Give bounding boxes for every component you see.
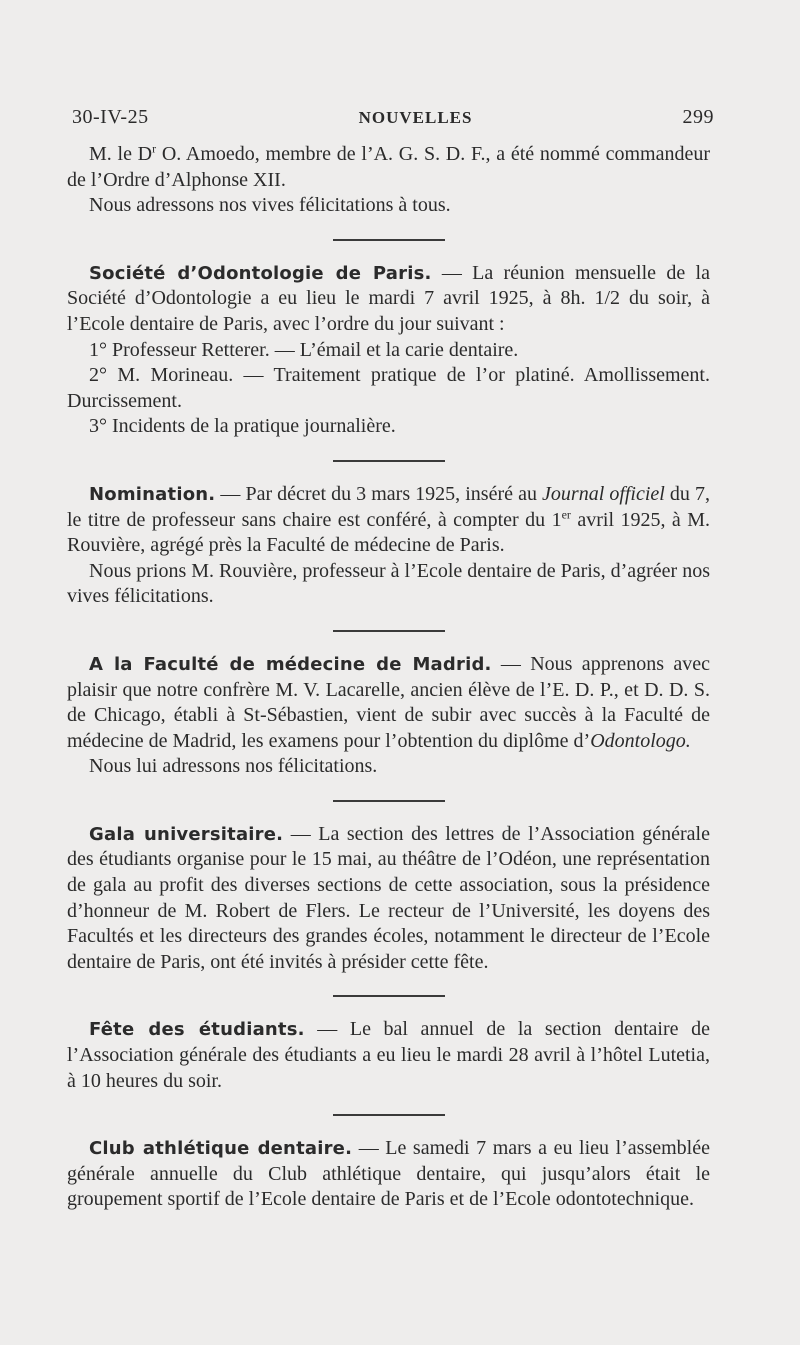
agenda-item-3: 3° Incidents de la pratique journalière. [89,415,396,438]
intro-superscript: r [152,141,157,156]
header-date: 30-IV-25 [72,106,149,128]
agenda-item-1: 1° Professeur Retterer. — L’émail et la carie dentaire. [89,338,519,361]
section-divider [333,460,445,462]
madrid-heading: A la Faculté de médecine de Madrid. [89,653,492,675]
nomination-paragraph [67,482,710,559]
intro-paragraph [67,142,710,193]
nomination-superscript: er [561,506,571,521]
section-divider [333,995,445,997]
madrid-text: — Nous apprenons avec plaisir que notre confrère M. V. Lacarelle, ancien élève de l’E. D. P., et D. D. S. de Chicago, établi à St-Sébastien, vient de subir avec succès à la Faculté de médecine de Madrid, les examens pour l’obtention du diplôme d’ [67,652,710,752]
diploma-name: Odontologo. [590,729,691,752]
nomination-text-c: avril 1925, à M. Rouvière, agrégé près la Faculté de médecine de Paris. [67,508,710,557]
article-body [67,142,710,1213]
club-text: — Le samedi 7 mars a eu lieu l’assemblée générale annuelle du Club athlétique dentaire, qui jusqu’alors était le groupement sportif de l’Ecole dentaire de Paris et de l’Ecole odontotechnique. [67,1137,710,1211]
nomination-text-b: du 7, le titre de professeur sans chaire est conféré, à compter du 1 [67,482,710,531]
nomination-congrats: Nous prions M. Rouvière, professeur à l’Ecole dentaire de Paris, d’agréer nos vives félicitations. [67,559,710,608]
madrid-congrats: Nous lui adressons nos félicitations. [89,755,378,778]
intro-text-b: O. Amoedo, membre de l’A. G. S. D. F., a été nommé commandeur de l’Ordre d’Alphonse XII. [67,143,710,191]
gala-heading: Gala universitaire. [89,823,284,845]
agenda-item-2: 2° M. Morineau. — Traitement pratique de l’or platiné. Amollissement. Durcissement. [67,364,710,412]
section-divider [333,1114,445,1116]
fete-paragraph [67,1017,710,1094]
club-heading: Club athlétique dentaire. [89,1138,353,1160]
odontologie-heading: Société d’Odontologie de Paris. [89,262,432,284]
club-paragraph [67,1136,710,1213]
section-divider [333,239,445,241]
gala-paragraph [67,822,710,976]
madrid-paragraph [67,652,710,754]
section-divider [333,800,445,802]
intro-text-a: M. le D [89,143,153,165]
gala-text: — La section des lettres de l’Association générale des étudiants organise pour le 15 mai, au théâtre de l’Odéon, une représentation de gala au profit des diverses sections de cette association, sous la présidence d’honneur de M. Robert de Flers. Le recteur de l’Université, les doyens des Facultés et les directeurs des grandes écoles, notamment le directeur de l’Ecole dentaire de Paris, ont été invités à présider cette fête. [67,822,710,973]
nomination-heading: Nomination. [89,483,216,505]
odontologie-paragraph [67,261,710,338]
fete-heading: Fête des étudiants. [89,1019,305,1041]
journal-officiel-title: Journal officiel [542,482,665,505]
fete-text: — Le bal annuel de la section dentaire de l’Association générale des étudiants a eu lieu le mardi 28 avril à l’hôtel Lutetia, à 10 heures du soir. [67,1018,710,1092]
nomination-text-a: — Par décret du 3 mars 1925, inséré au [215,482,543,505]
odontologie-text: — La réunion mensuelle de la Société d’Odontologie a eu lieu le mardi 7 avril 1925, à 8h. 1/2 du soir, à l’Ecole dentaire de Paris, avec l’ordre du jour suivant : [67,261,710,335]
section-divider [333,630,445,632]
intro-congrats: Nous adressons nos vives félicitations à tous. [89,194,451,217]
running-header [72,106,714,129]
page-number: 299 [682,106,714,128]
header-section-title: NOUVELLES [358,108,473,127]
